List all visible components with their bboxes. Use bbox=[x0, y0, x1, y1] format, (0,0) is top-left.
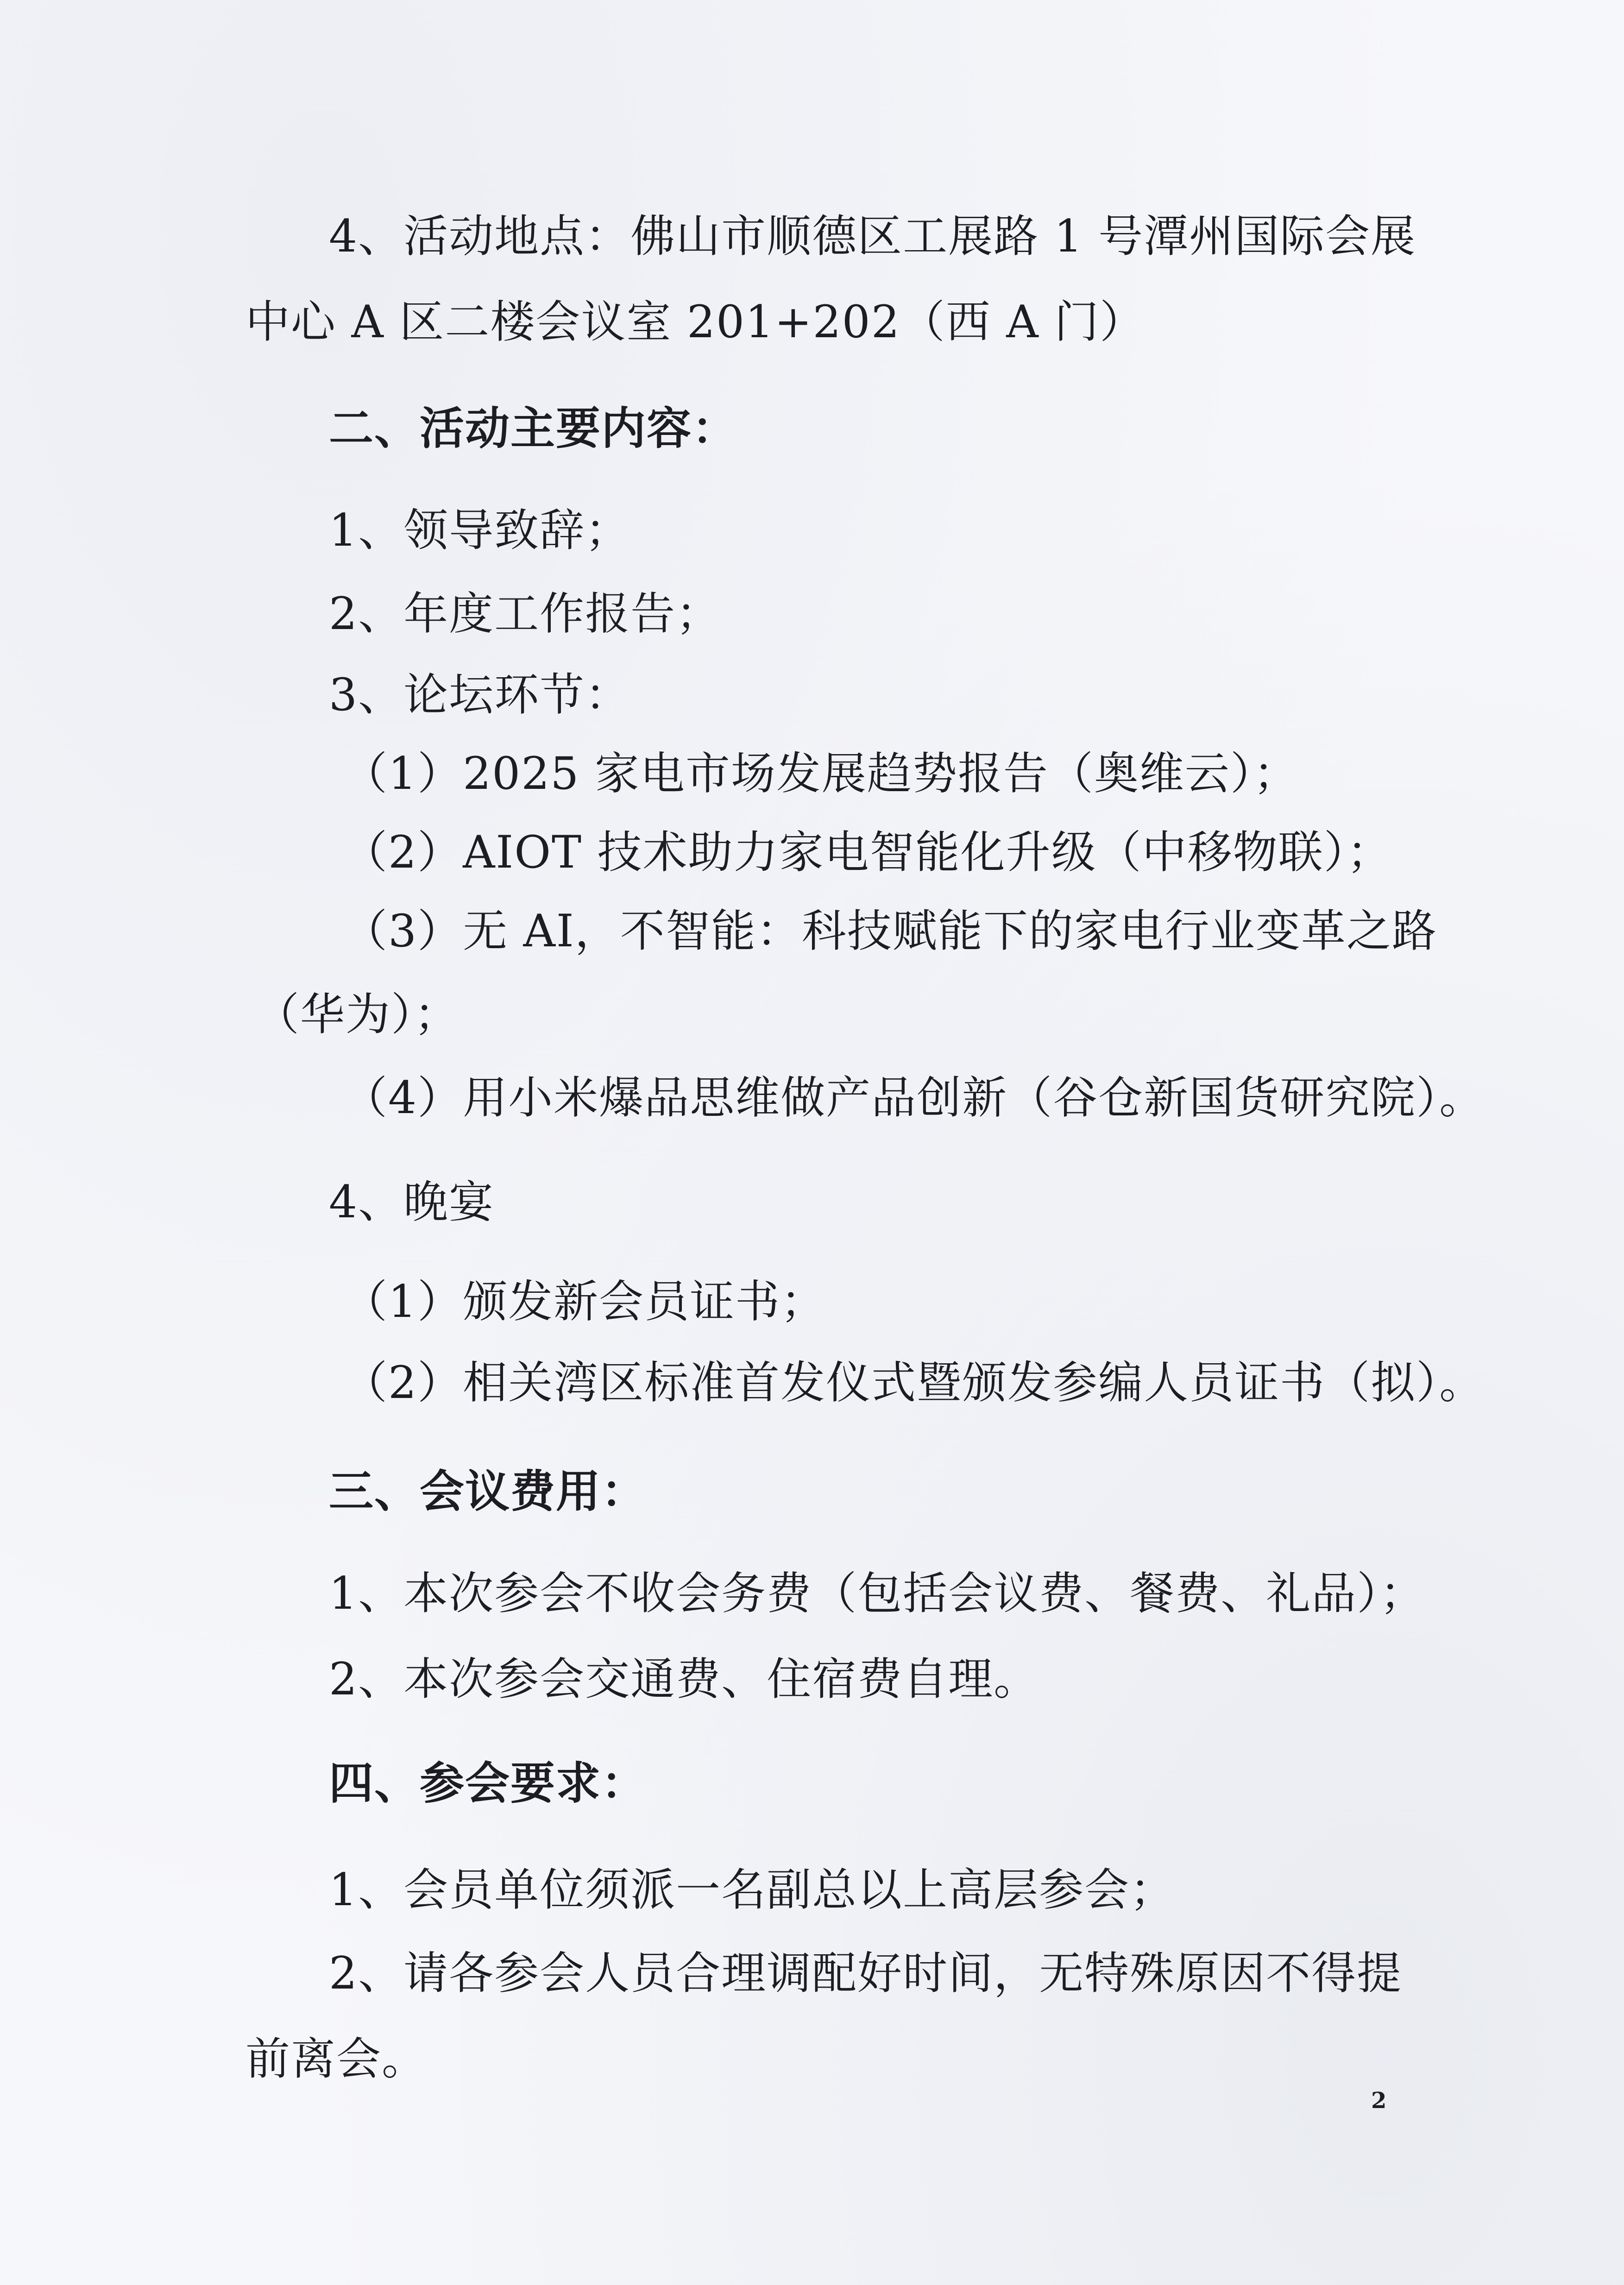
list-item: 2、本次参会交通费、住宿费自理。 bbox=[329, 1653, 1039, 1705]
text-line-venue-continued: 中心 A 区二楼会议室 201+202（西 A 门） bbox=[245, 296, 1146, 348]
list-item: 1、会员单位须派一名副总以上高层参会； bbox=[329, 1864, 1176, 1916]
list-item: 2、请各参会人员合理调配好时间，无特殊原因不得提 bbox=[329, 1947, 1403, 1999]
sub-list-item-continued: （华为）； bbox=[255, 988, 460, 1040]
sub-list-item: （2）AIOT 技术助力家电智能化升级（中移物联）； bbox=[343, 826, 1392, 878]
section-heading-fees: 三、会议费用： bbox=[329, 1465, 647, 1517]
sub-list-item: （3）无 AI，不智能：科技赋能下的家电行业变革之路 bbox=[343, 905, 1437, 957]
sub-list-item: （2）相关湾区标准首发仪式暨颁发参编人员证书（拟）。 bbox=[343, 1357, 1485, 1409]
list-item: 2、年度工作报告； bbox=[329, 588, 722, 640]
page-number: 2 bbox=[1371, 2088, 1387, 2114]
text-line-venue: 4、活动地点：佛山市顺德区工展路 1 号潭州国际会展 bbox=[329, 210, 1416, 262]
list-item: 4、晚宴 bbox=[329, 1176, 495, 1228]
list-item: 1、本次参会不收会务费（包括会议费、餐费、礼品）； bbox=[329, 1567, 1426, 1619]
sub-list-item: （1）颁发新会员证书； bbox=[343, 1276, 826, 1328]
list-item: 3、论坛环节： bbox=[329, 669, 631, 721]
sub-list-item: （1）2025 家电市场发展趋势报告（奥维云）； bbox=[343, 748, 1299, 799]
sub-list-item: （4）用小米爆品思维做产品创新（谷仓新国货研究院）。 bbox=[343, 1072, 1485, 1124]
section-heading-requirements: 四、参会要求： bbox=[329, 1757, 647, 1809]
list-item: 1、领导致辞； bbox=[329, 504, 631, 556]
section-heading-main-content: 二、活动主要内容： bbox=[329, 402, 737, 454]
list-item-continued: 前离会。 bbox=[245, 2033, 427, 2085]
